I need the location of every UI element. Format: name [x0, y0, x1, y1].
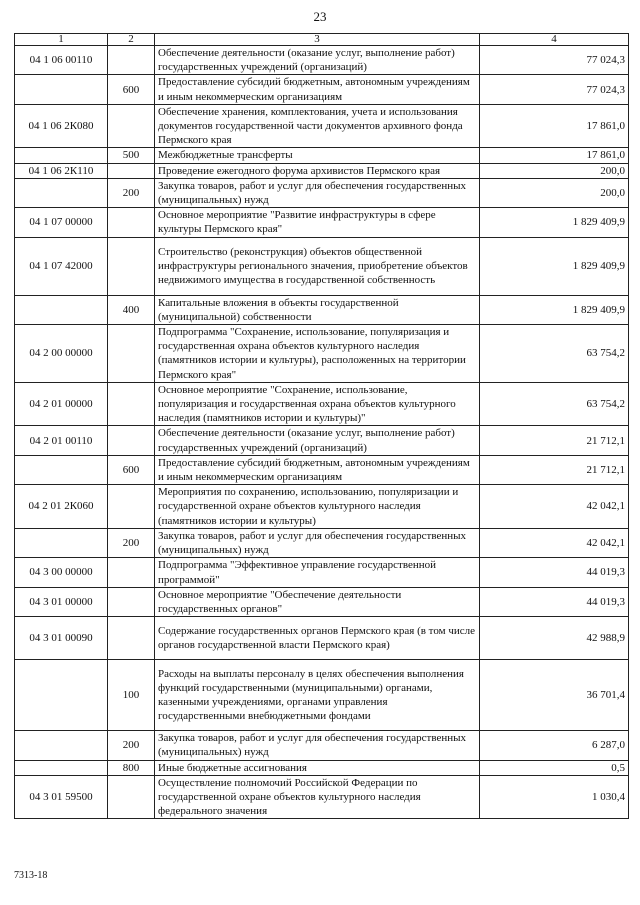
- header-cell-code: 1: [15, 34, 108, 46]
- document-id: 7313-18: [14, 870, 48, 881]
- table-row: [15, 75, 629, 104]
- row-name-cell: Проведение ежегодного форума архивистов Пермского края: [155, 163, 480, 178]
- header-cell-kvr: 2: [108, 34, 155, 46]
- row-kvr-cell: [108, 46, 155, 75]
- row-name-cell: Основное мероприятие "Обеспечение деятельности государственных органов": [155, 587, 480, 616]
- row-name-cell: Предоставление субсидий бюджетным, автономным учреждениям и иным некоммерческим организациям: [155, 455, 480, 484]
- table-row: [15, 426, 629, 455]
- row-code-cell: 04 2 01 00110: [15, 426, 108, 455]
- row-code-cell: 04 2 01 00000: [15, 382, 108, 426]
- row-kvr-cell: 200: [108, 178, 155, 207]
- table-row: [15, 485, 629, 529]
- row-code-cell: [15, 660, 108, 731]
- page-number: 23: [313, 9, 327, 24]
- row-name-cell: Капитальные вложения в объекты государственной (муниципальной) собственности: [155, 295, 480, 324]
- row-code-cell: 04 3 00 00000: [15, 558, 108, 587]
- table-row: [15, 455, 629, 484]
- row-amount-cell: 63 754,2: [480, 325, 629, 383]
- row-kvr-cell: 200: [108, 731, 155, 760]
- table-row: [15, 163, 629, 178]
- table-header-row: [15, 34, 629, 46]
- table-row: [15, 558, 629, 587]
- row-code-cell: 04 1 06 2К110: [15, 163, 108, 178]
- row-kvr-cell: [108, 426, 155, 455]
- table-row: [15, 295, 629, 324]
- row-kvr-cell: [108, 558, 155, 587]
- row-amount-cell: 1 829 409,9: [480, 237, 629, 295]
- row-kvr-cell: [108, 208, 155, 237]
- row-amount-cell: 200,0: [480, 178, 629, 207]
- row-amount-cell: 6 287,0: [480, 731, 629, 760]
- row-code-cell: 04 2 01 2К060: [15, 485, 108, 529]
- row-name-cell: Закупка товаров, работ и услуг для обеспечения государственных (муниципальных) нужд: [155, 731, 480, 760]
- row-code-cell: [15, 75, 108, 104]
- table-row: [15, 617, 629, 660]
- row-code-cell: 04 1 07 00000: [15, 208, 108, 237]
- row-code-cell: 04 3 01 59500: [15, 775, 108, 819]
- row-code-cell: [15, 528, 108, 557]
- table-row: [15, 46, 629, 75]
- row-amount-cell: 44 019,3: [480, 587, 629, 616]
- row-name-cell: Закупка товаров, работ и услуг для обеспечения государственных (муниципальных) нужд: [155, 528, 480, 557]
- table-row: [15, 237, 629, 295]
- row-amount-cell: 21 712,1: [480, 455, 629, 484]
- row-name-cell: Основное мероприятие "Сохранение, использование, популяризация и государственная охрана объектов культурного наследия (памятников истории и культуры)": [155, 382, 480, 426]
- row-name-cell: Обеспечение хранения, комплектования, учета и использования документов государственной части документов архивного фонда Пермского края: [155, 104, 480, 148]
- table-row: [15, 660, 629, 731]
- row-kvr-cell: 600: [108, 75, 155, 104]
- row-amount-cell: 1 829 409,9: [480, 295, 629, 324]
- table-row: [15, 760, 629, 775]
- row-code-cell: [15, 760, 108, 775]
- row-name-cell: Мероприятия по сохранению, использованию, популяризации и государственной охране объектов культурного наследия (памятников истории и культуры): [155, 485, 480, 529]
- row-name-cell: Обеспечение деятельности (оказание услуг, выполнение работ) государственных учреждений (организаций): [155, 426, 480, 455]
- row-code-cell: [15, 731, 108, 760]
- header-cell-name: 3: [155, 34, 480, 46]
- row-kvr-cell: [108, 587, 155, 616]
- table-row: [15, 382, 629, 426]
- row-code-cell: 04 1 06 00110: [15, 46, 108, 75]
- row-amount-cell: 42 042,1: [480, 528, 629, 557]
- table-row: [15, 528, 629, 557]
- row-name-cell: Строительство (реконструкция) объектов общественной инфраструктуры регионального значения, приобретение объектов недвижимого имущества в государственной собственность: [155, 237, 480, 295]
- table-row: [15, 731, 629, 760]
- table-row: [15, 104, 629, 148]
- row-code-cell: 04 2 00 00000: [15, 325, 108, 383]
- row-kvr-cell: 200: [108, 528, 155, 557]
- row-kvr-cell: [108, 163, 155, 178]
- row-name-cell: Закупка товаров, работ и услуг для обеспечения государственных (муниципальных) нужд: [155, 178, 480, 207]
- row-kvr-cell: 500: [108, 148, 155, 163]
- row-name-cell: Основное мероприятие "Развитие инфраструктуры в сфере культуры Пермского края": [155, 208, 480, 237]
- row-kvr-cell: [108, 775, 155, 819]
- row-code-cell: 04 1 07 42000: [15, 237, 108, 295]
- row-kvr-cell: [108, 485, 155, 529]
- row-kvr-cell: [108, 237, 155, 295]
- row-code-cell: [15, 295, 108, 324]
- row-amount-cell: 200,0: [480, 163, 629, 178]
- row-name-cell: Расходы на выплаты персоналу в целях обеспечения выполнения функций государственными (муниципальными) органами, казенными учреждениями, органами управления государственными внебюджетными фондами: [155, 660, 480, 731]
- row-amount-cell: 21 712,1: [480, 426, 629, 455]
- row-amount-cell: 77 024,3: [480, 75, 629, 104]
- row-code-cell: [15, 178, 108, 207]
- row-amount-cell: 77 024,3: [480, 46, 629, 75]
- table-row: [15, 178, 629, 207]
- row-kvr-cell: [108, 382, 155, 426]
- row-code-cell: [15, 148, 108, 163]
- row-amount-cell: 1 829 409,9: [480, 208, 629, 237]
- row-amount-cell: 63 754,2: [480, 382, 629, 426]
- row-kvr-cell: 400: [108, 295, 155, 324]
- row-code-cell: 04 3 01 00000: [15, 587, 108, 616]
- row-amount-cell: 44 019,3: [480, 558, 629, 587]
- row-kvr-cell: [108, 104, 155, 148]
- row-name-cell: Содержание государственных органов Пермского края (в том числе органов государственной власти Пермского края): [155, 617, 480, 660]
- table-row: [15, 587, 629, 616]
- row-code-cell: [15, 455, 108, 484]
- row-name-cell: Подпрограмма "Сохранение, использование, популяризация и государственная охрана объектов культурного наследия (памятников истории и культуры), расположенных на территории Пермского края": [155, 325, 480, 383]
- row-amount-cell: 36 701,4: [480, 660, 629, 731]
- row-name-cell: Межбюджетные трансферты: [155, 148, 480, 163]
- row-name-cell: Подпрограмма "Эффективное управление государственной программой": [155, 558, 480, 587]
- table-row: [15, 208, 629, 237]
- row-kvr-cell: 600: [108, 455, 155, 484]
- row-name-cell: Иные бюджетные ассигнования: [155, 760, 480, 775]
- row-amount-cell: 1 030,4: [480, 775, 629, 819]
- row-kvr-cell: 100: [108, 660, 155, 731]
- budget-table: [14, 33, 629, 819]
- row-name-cell: Осуществление полномочий Российской Федерации по государственной охране объектов культурного наследия федерального значения: [155, 775, 480, 819]
- row-amount-cell: 0,5: [480, 760, 629, 775]
- row-code-cell: 04 1 06 2К080: [15, 104, 108, 148]
- row-amount-cell: 42 042,1: [480, 485, 629, 529]
- table-row: [15, 148, 629, 163]
- row-code-cell: 04 3 01 00090: [15, 617, 108, 660]
- row-kvr-cell: [108, 325, 155, 383]
- row-amount-cell: 17 861,0: [480, 104, 629, 148]
- row-name-cell: Обеспечение деятельности (оказание услуг, выполнение работ) государственных учреждений (организаций): [155, 46, 480, 75]
- row-amount-cell: 42 988,9: [480, 617, 629, 660]
- table-row: [15, 775, 629, 819]
- row-name-cell: Предоставление субсидий бюджетным, автономным учреждениям и иным некоммерческим организациям: [155, 75, 480, 104]
- header-cell-amount: 4: [480, 34, 629, 46]
- row-amount-cell: 17 861,0: [480, 148, 629, 163]
- row-kvr-cell: [108, 617, 155, 660]
- row-kvr-cell: 800: [108, 760, 155, 775]
- table-row: [15, 325, 629, 383]
